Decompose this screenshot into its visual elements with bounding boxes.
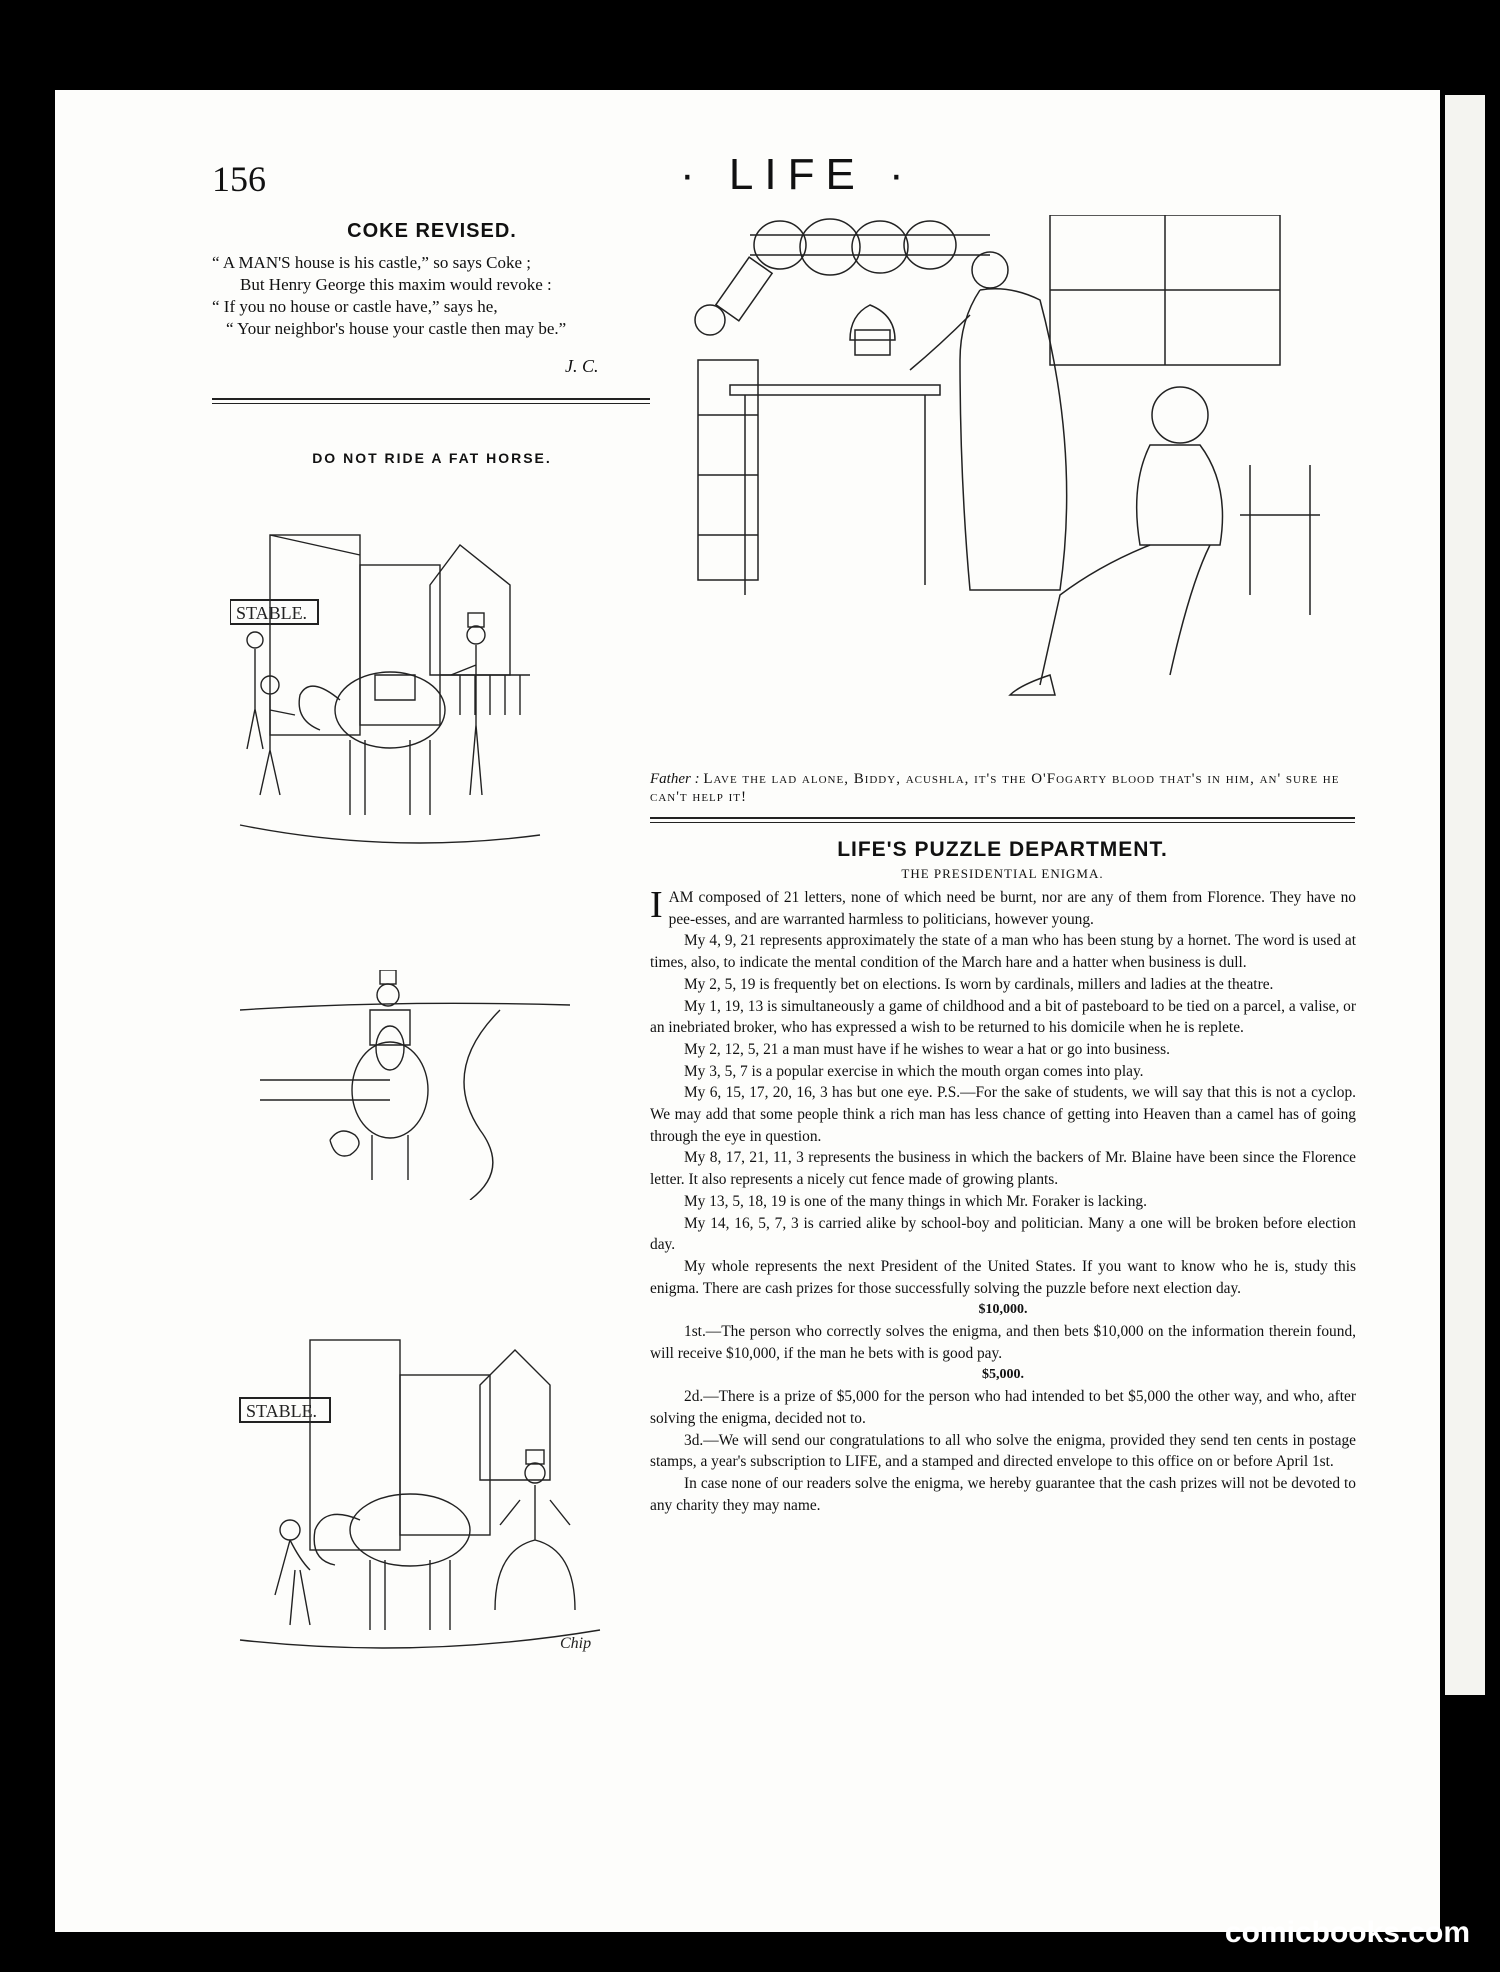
puzzle-clue: My 2, 5, 19 is frequently bet on elections. Is worn by cardinals, millers and ladies at the theatre. xyxy=(684,975,1274,993)
section-subtitle: THE PRESIDENTIAL ENIGMA. xyxy=(901,866,1104,881)
poem-line: But Henry George this maxim would revoke : xyxy=(240,275,552,294)
prize-amount: $10,000. xyxy=(978,1302,1028,1318)
page-number: 156 xyxy=(212,159,266,199)
caption-text: Lave the lad alone, Biddy, acushla, it's the O'Fogarty blood that's in him, an' sure he can't help it! xyxy=(650,771,1340,805)
stable-sign-text: STABLE. xyxy=(246,1401,318,1421)
divider xyxy=(212,398,652,404)
poem xyxy=(212,252,662,340)
masthead: · LIFE · xyxy=(680,150,915,199)
puzzle-text xyxy=(650,884,1356,1516)
poem-line: “ Your neighbor's house your castle then may be.” xyxy=(226,319,567,338)
puzzle-clue: My whole represents the next President of the United States. If you want to know who he is, study this enigma. There are cash prizes for those successfully solving the puzzle before next election day. xyxy=(650,1257,1356,1297)
poem-line: “ If you no house or castle have,” says he, xyxy=(212,297,498,316)
puzzle-clue: My 2, 12, 5, 21 a man must have if he wishes to wear a hat or go into business. xyxy=(684,1040,1171,1058)
stable-sign-text: STABLE. xyxy=(236,603,308,623)
puzzle-intro: IAM composed of 21 letters, none of which need be burnt, nor are any of them from Florence. They have no pee-esses, and are warranted harmless to politicians, however young. xyxy=(650,884,1356,928)
puzzle-clue: My 3, 5, 7 is a popular exercise in which the mouth organ comes into play. xyxy=(684,1062,1144,1080)
stable-scene-illustration-2 xyxy=(230,1330,620,1660)
puzzle-clue: My 1, 19, 13 is simultaneously a game of childhood and a bit of pasteboard to be tied on a parcel, a valise, or an inebriated broker, who has expressed a wish to be returned to his domicile when he is replete. xyxy=(650,997,1356,1037)
puzzle-clue: My 14, 16, 5, 7, 3 is carried alike by school-boy and politician. Many a one will be broken before election day. xyxy=(650,1214,1356,1254)
prize-text: 2d.—There is a prize of $5,000 for the person who had intended to bet $5,000 the other way, and who, after solving the enigma, decided not to. xyxy=(650,1388,1356,1427)
prize-text: 1st.—The person who correctly solves the enigma, and then bets $10,000 on the information therein found, will receive $10,000, if the man he bets with is good pay. xyxy=(650,1323,1356,1362)
poem-title: COKE REVISED. xyxy=(347,220,517,242)
prize-amount: $5,000. xyxy=(982,1367,1024,1383)
cartoon-title: DO NOT RIDE A FAT HORSE. xyxy=(312,450,552,466)
poem-signature: J. C. xyxy=(565,356,599,376)
stable-scene-illustration xyxy=(230,525,610,875)
cartoon-caption xyxy=(650,770,1355,806)
artist-signature: Chip xyxy=(560,1635,592,1652)
drop-cap: I xyxy=(650,884,663,926)
prize-text: 3d.—We will send our congratulations to all who solve the enigma, provided they send ten cents in postage stamps, a year's subscription to LIFE, and a stamped and directed envelope to this office on or before April 1st. xyxy=(650,1431,1356,1471)
riding-scene-illustration xyxy=(240,970,570,1200)
poem-line: “ A MAN'S house is his castle,” so says Coke ; xyxy=(212,253,531,272)
adjacent-page-edge xyxy=(1445,95,1485,1695)
divider xyxy=(650,817,1355,823)
kitchen-scene-illustration xyxy=(650,215,1360,770)
caption-speaker: Father : xyxy=(650,771,700,787)
puzzle-clue: My 8, 17, 21, 11, 3 represents the business in which the backers of Mr. Blaine have been since the Florence letter. It also represents a nicely cut fence made of growing plants. xyxy=(650,1149,1356,1189)
puzzle-clue: My 6, 15, 17, 20, 16, 3 has but one eye. P.S.—For the sake of students, we will say that this is not a cyclop. We may add that some people think a rich man has less chance of getting into Heaven than a camel has of going through the eye in question. xyxy=(650,1084,1356,1145)
puzzle-clue: My 13, 5, 18, 19 is one of the many things in which Mr. Foraker is lacking. xyxy=(684,1192,1147,1210)
puzzle-clue: My 4, 9, 21 represents approximately the state of a man who has been stung by a hornet. The word is used at times, also, to indicate the mental condition of the March hare and a hatter when business is dull. xyxy=(650,932,1356,972)
watermark: comicbooks.com xyxy=(1224,1916,1470,1949)
closing-text: In case none of our readers solve the enigma, we hereby guarantee that the cash prizes will not be devoted to any charity they may name. xyxy=(650,1474,1356,1514)
section-title: LIFE'S PUZZLE DEPARTMENT. xyxy=(837,838,1168,861)
